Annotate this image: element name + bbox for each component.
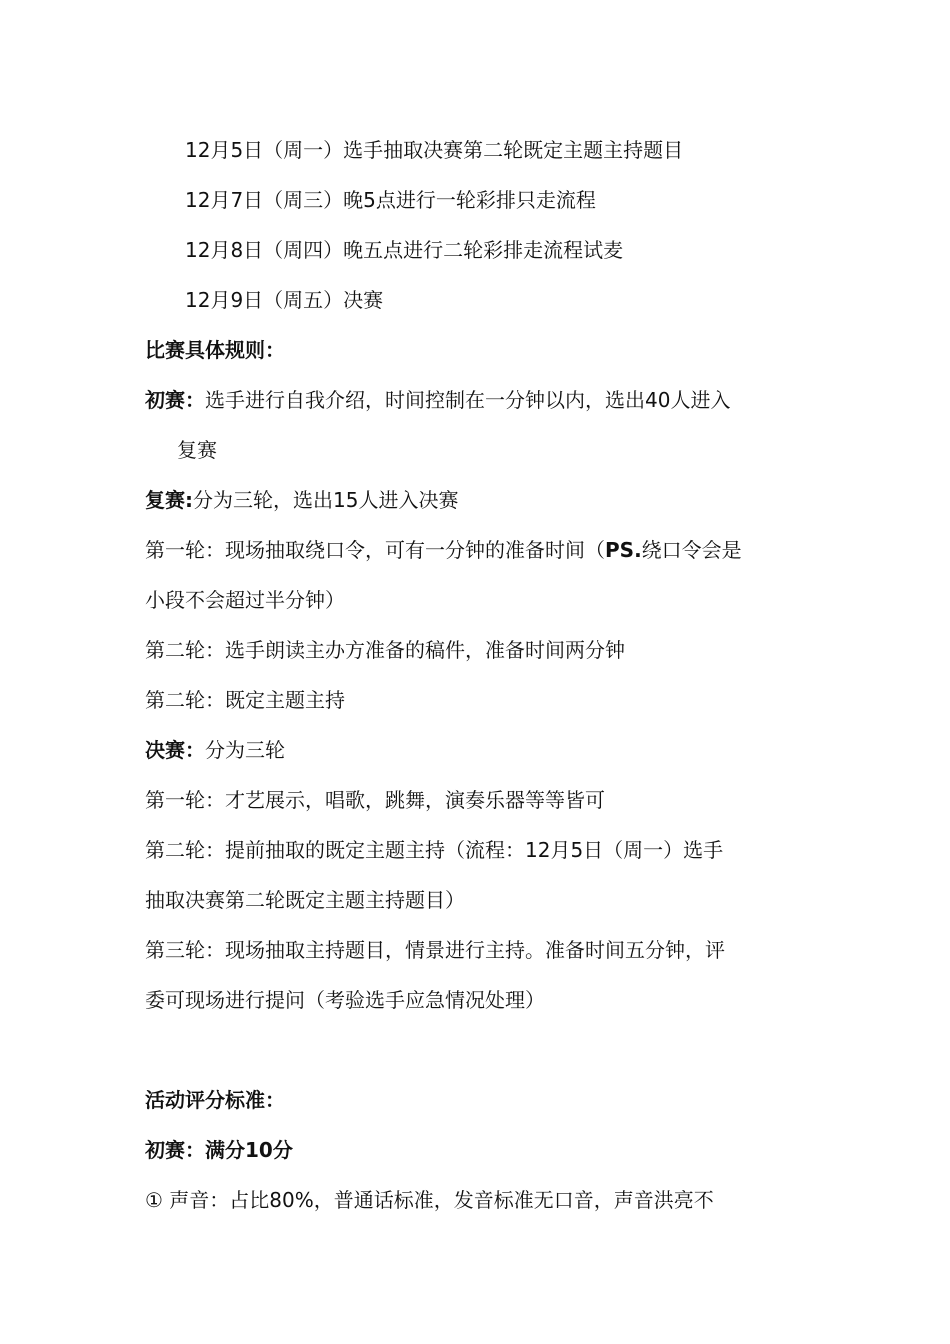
prelim-text: 选手进行自我介绍，时间控制在一分钟以内，选出40人进入 bbox=[205, 388, 731, 412]
semifinal-round2: 第二轮：选手朗读主办方准备的稿件，准备时间两分钟 bbox=[145, 638, 625, 662]
prelim-label: 初赛： bbox=[145, 388, 205, 412]
final-round2-cont: 抽取决赛第二轮既定主题主持题目） bbox=[145, 888, 465, 912]
ps-label: PS. bbox=[605, 538, 642, 562]
schedule-item-4: 12月9日（周五）决赛 bbox=[185, 288, 384, 312]
semifinal-round1-cont: 小段不会超过半分钟） bbox=[145, 588, 345, 612]
schedule-item-3: 12月8日（周四）晚五点进行二轮彩排走流程试麦 bbox=[185, 238, 624, 262]
final-round3-cont: 委可现场进行提问（考验选手应急情况处理） bbox=[145, 988, 545, 1012]
schedule-item-1: 12月5日（周一）选手抽取决赛第二轮既定主题主持题目 bbox=[185, 138, 684, 162]
semifinal-round3: 第二轮：既定主题主持 bbox=[145, 688, 345, 712]
semifinal-text: 分为三轮，选出15人进入决赛 bbox=[193, 488, 459, 512]
semifinal-rule bbox=[145, 486, 825, 514]
final-round3: 第三轮：现场抽取主持题目，情景进行主持。准备时间五分钟，评 bbox=[145, 938, 725, 962]
final-rule bbox=[145, 736, 825, 764]
semifinal-round1-text-b: 绕口令会是 bbox=[641, 538, 742, 562]
rules-heading: 比赛具体规则： bbox=[145, 338, 285, 362]
prelim-rule bbox=[145, 386, 825, 414]
semifinal-round1-text: 第一轮：现场抽取绕口令，可有一分钟的准备时间（ bbox=[145, 538, 605, 562]
semifinal-round1 bbox=[145, 536, 825, 564]
prelim-text-cont: 复赛 bbox=[177, 438, 217, 462]
schedule-item-2: 12月7日（周三）晚5点进行一轮彩排只走流程 bbox=[185, 188, 596, 212]
scoring-item-1: ① 声音：占比80%，普通话标准，发音标准无口音，声音洪亮不 bbox=[145, 1188, 714, 1212]
semifinal-label: 复赛: bbox=[145, 488, 193, 512]
scoring-heading: 活动评分标准： bbox=[145, 1088, 285, 1112]
final-text: 分为三轮 bbox=[205, 738, 285, 762]
final-round1: 第一轮：才艺展示，唱歌，跳舞，演奏乐器等等皆可 bbox=[145, 788, 605, 812]
scoring-prelim-heading: 初赛：满分10分 bbox=[145, 1138, 293, 1162]
final-round2: 第二轮：提前抽取的既定主题主持（流程：12月5日（周一）选手 bbox=[145, 838, 724, 862]
final-label: 决赛： bbox=[145, 738, 205, 762]
